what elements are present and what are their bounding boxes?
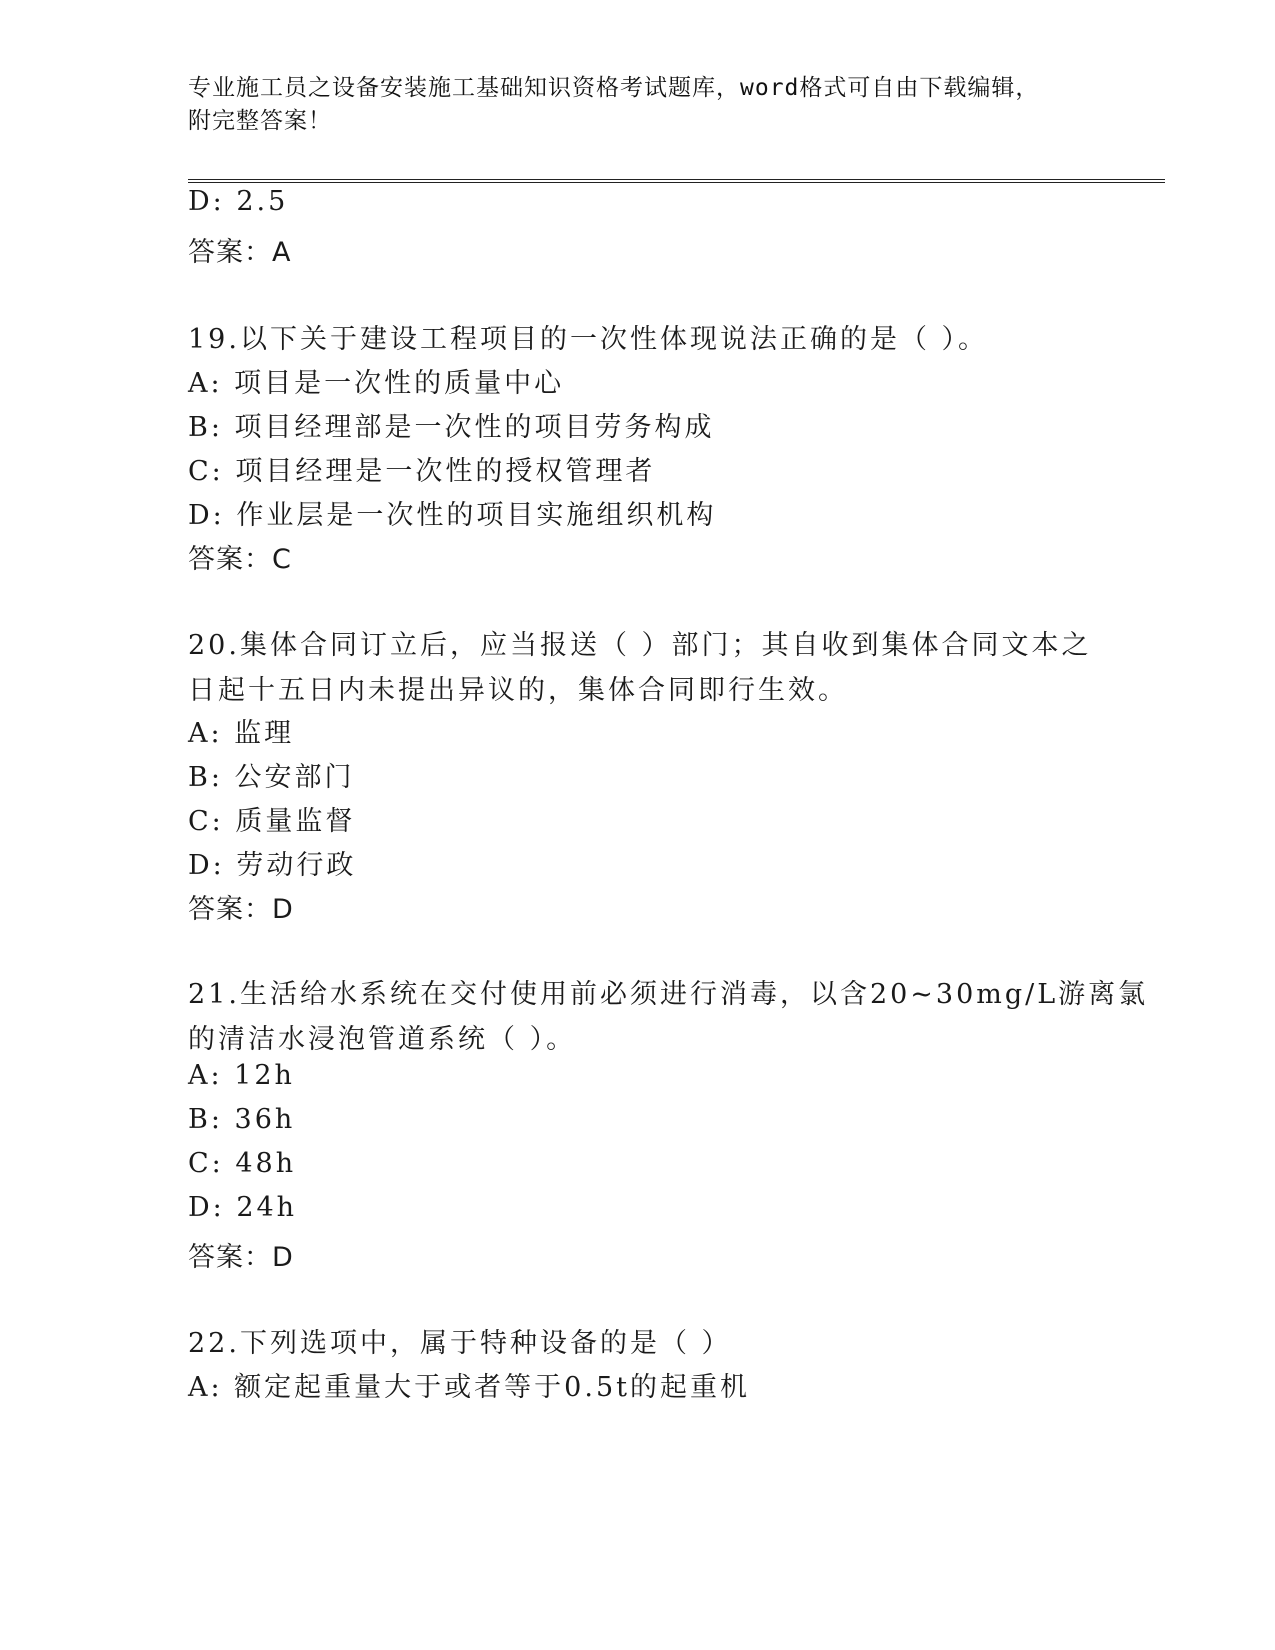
header-divider — [188, 179, 1165, 183]
q20-question-line-1: 20.集体合同订立后，应当报送（ ）部门；其自收到集体合同文本之 — [188, 630, 1092, 661]
q20-question-line-2: 日起十五日内未提出异议的，集体合同即行生效。 — [188, 675, 848, 706]
q19-option-a: A: 项目是一次性的质量中心 — [188, 368, 565, 399]
q19-answer: 答案：C — [188, 544, 292, 575]
q22-option-a: A: 额定起重量大于或者等于0.5t的起重机 — [188, 1372, 750, 1403]
q20-answer: 答案：D — [188, 894, 294, 925]
header-line-1: 专业施工员之设备安装施工基础知识资格考试题库，word格式可自由下载编辑， — [188, 75, 1040, 101]
q21-question-line-1: 21.生活给水系统在交付使用前必须进行消毒，以含20~30mg/L游离氯 — [188, 979, 1149, 1010]
q18-answer: 答案：A — [188, 237, 292, 268]
q20-option-b: B: 公安部门 — [188, 762, 355, 793]
q21-option-b: B: 36h — [188, 1104, 296, 1135]
q21-option-c: C: 48h — [188, 1148, 297, 1179]
q19-question: 19.以下关于建设工程项目的一次性体现说法正确的是（ ）。 — [188, 324, 989, 355]
q19-option-d: D: 作业层是一次性的项目实施组织机构 — [188, 500, 717, 531]
q21-question-line-2: 的清洁水浸泡管道系统（ ）。 — [188, 1024, 577, 1055]
q19-option-c: C: 项目经理是一次性的授权管理者 — [188, 456, 656, 487]
q20-option-a: A: 监理 — [188, 718, 295, 749]
document-header — [188, 72, 1088, 138]
q21-option-a: A: 12h — [188, 1060, 295, 1091]
q20-option-c: C: 质量监督 — [188, 806, 356, 837]
q21-answer: 答案：D — [188, 1242, 294, 1273]
q22-question: 22.下列选项中，属于特种设备的是（ ） — [188, 1328, 732, 1359]
q18-option-d: D: 2.5 — [188, 186, 289, 217]
q20-option-d: D: 劳动行政 — [188, 850, 357, 881]
header-line-2: 附完整答案！ — [188, 108, 332, 134]
q19-option-b: B: 项目经理部是一次性的项目劳务构成 — [188, 412, 715, 443]
q21-option-d: D: 24h — [188, 1192, 298, 1223]
